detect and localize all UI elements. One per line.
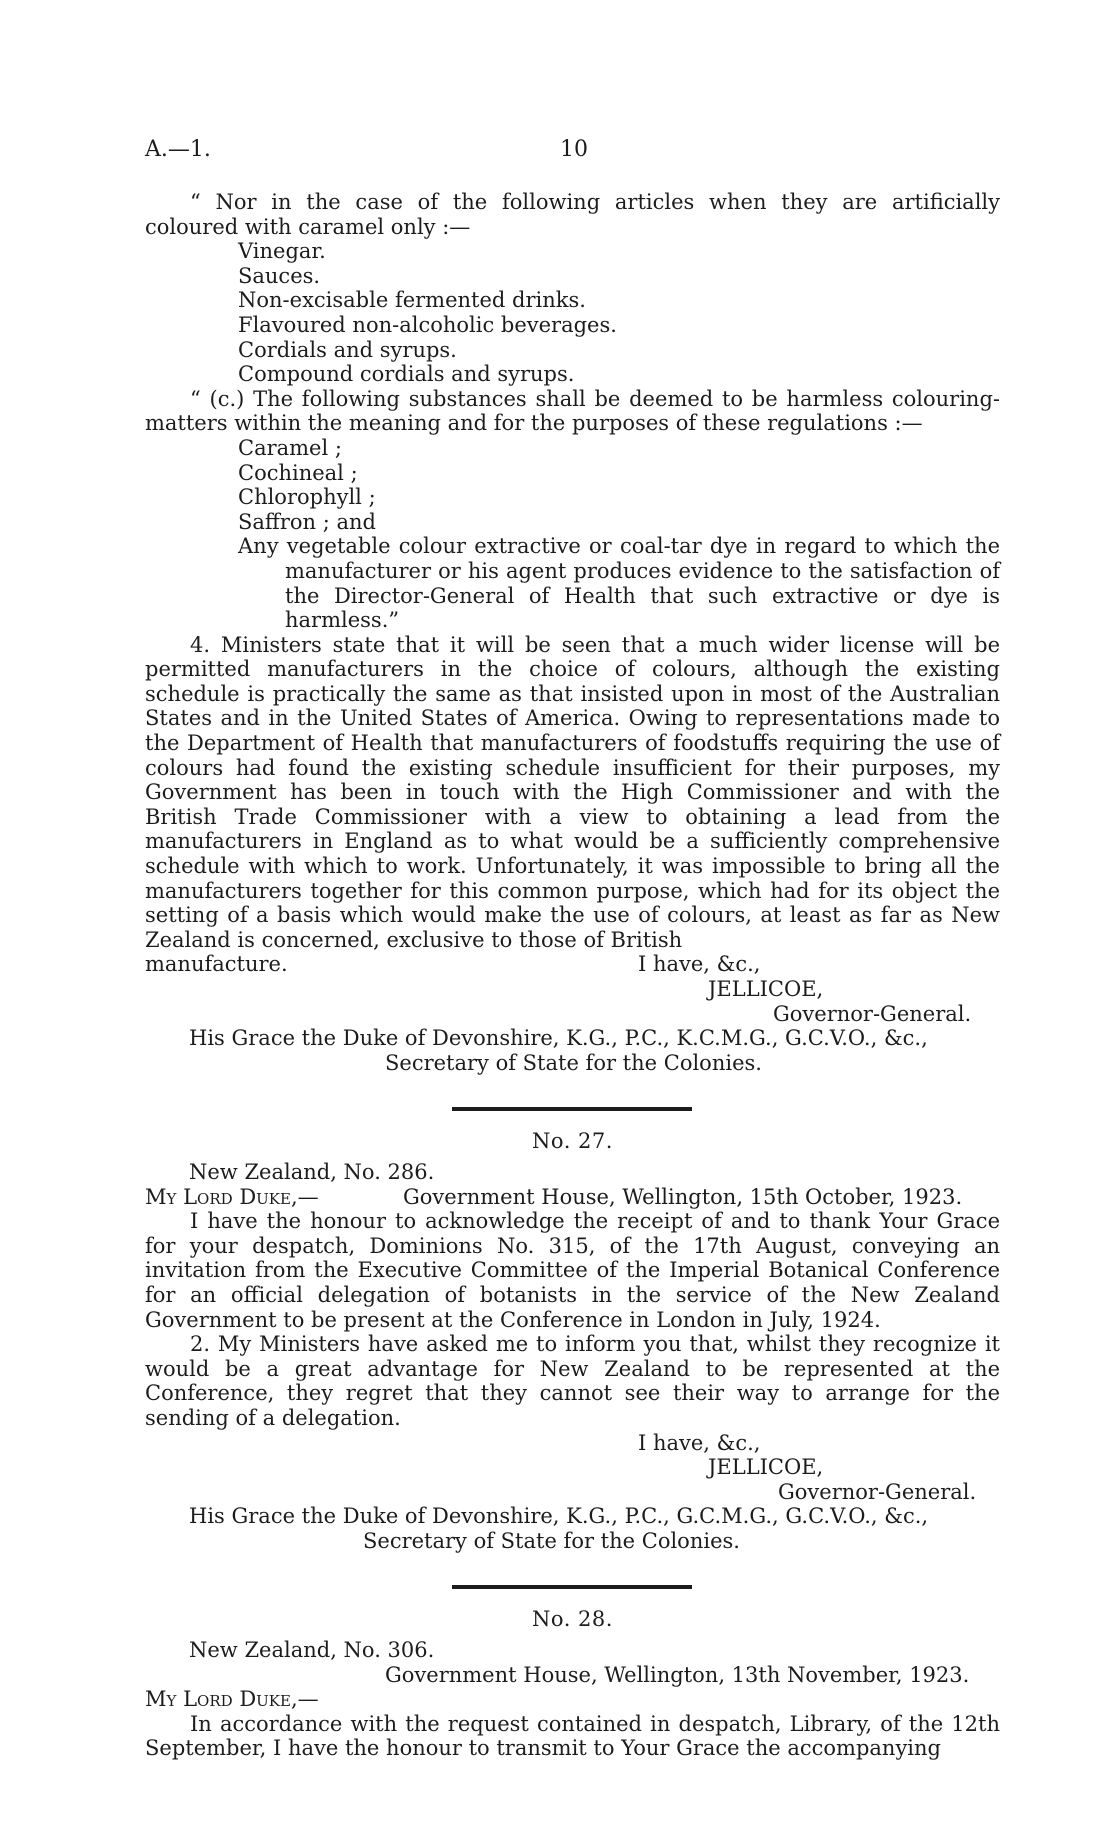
list-item: Compound cordials and syrups. (238, 362, 575, 387)
list-item: Sauces. (238, 263, 321, 288)
substances-list (145, 436, 1000, 633)
signature: JELLICOE, (708, 1455, 824, 1480)
page-number: 10 (560, 137, 588, 162)
salutation-row (145, 1185, 1000, 1210)
place-date: Government House, Wellington, 15th October, 1923. (403, 1184, 963, 1209)
section-divider (452, 1585, 692, 1589)
paragraph-4-end: manufacture. (145, 952, 288, 977)
address-line-2: Secretary of State for the Colonies. (363, 1528, 740, 1553)
signature-title: Governor-General. (773, 1001, 972, 1026)
address-line-1: His Grace the Duke of Devonshire, K.G., P.C., K.C.M.G., G.C.V.O., &c., (189, 1026, 928, 1051)
signature: JELLICOE, (708, 977, 824, 1001)
closing-row (145, 952, 1000, 977)
closing-line: I have, &c., (638, 952, 761, 977)
paragraph-2: 2. My Ministers have asked me to inform you that, whilst they recognize it would be a great advantage for New Zealand to be represented at the Conference, they regret that they cannot see their way to arrange for the sending of a delegation. (145, 1332, 1000, 1430)
list-item: Caramel ; (238, 435, 342, 460)
address-line-2: Secretary of State for the Colonies. (385, 1050, 762, 1075)
despatch-number: No. 27. (532, 1129, 613, 1154)
paragraph-1: I have the honour to acknowledge the receipt of and to thank Your Grace for your despatch, Dominions No. 315, of the 17th August, conveying an invitation from the Executive Committee of the Imperial Botanical Conference for an official delegation of botanists in the service of the New Zealand Government to be present at the Conference in London in July, 1924. (145, 1209, 1000, 1332)
list-item: Saffron ; and (238, 509, 376, 534)
list-item: Cochineal ; (238, 460, 358, 485)
list-item: Cordials and syrups. (238, 337, 457, 362)
list-item: Vinegar. (238, 239, 326, 264)
list-item: Flavoured non-alcoholic beverages. (238, 312, 617, 337)
paragraph-1: In accordance with the request contained in despatch, Library, of the 12th September, I have the honour to transmit to Your Grace the accompanying (145, 1711, 1000, 1761)
despatch-reference: New Zealand, No. 306. (189, 1638, 435, 1663)
main-text (145, 190, 1000, 1761)
signature-title: Governor-General. (778, 1479, 977, 1504)
salutation: My Lord Duke,— (145, 1184, 319, 1209)
despatch-number: No. 28. (532, 1607, 613, 1632)
document-reference: A.—1. (145, 137, 211, 162)
list-item: Chlorophyll ; (238, 485, 376, 510)
section-divider (452, 1107, 692, 1111)
despatch-reference: New Zealand, No. 286. (189, 1159, 435, 1184)
articles-list (145, 239, 1000, 387)
clause-c-paragraph: “ (c.) The following substances shall be deemed to be harmless colouring-matters within the meaning and for the purposes of these regulations :— (145, 386, 1000, 436)
closing-line: I have, &c., (638, 1430, 761, 1455)
salutation: My Lord Duke,— (145, 1687, 319, 1712)
list-item: Any vegetable colour extractive or coal-tar dye in regard to which the manufacturer or his agent produces evidence to the satisfaction of the Director-General of Health that such extractive or dye is harmless.” (238, 534, 1000, 633)
opening-paragraph: “ Nor in the case of the following articles when they are artificially coloured with caramel only :— (145, 190, 1000, 239)
paragraph-4: 4. Ministers state that it will be seen that a much wider license will be permitted manufacturers in the choice of colours, although the existing schedule is practically the same as that insisted upon in most of the Australian States and in the United States of America. Owing to representations made to the Department of Health that manufacturers of foodstuffs requiring the use of colours had found the existing schedule insufficient for their purposes, my Government has been in touch with the High Commissioner and with the British Trade Commissioner with a view to obtaining a lead from the manufacturers in England as to what would be a sufficiently comprehensive schedule with which to work. Unfortunately, it was impossible to bring all the manufacturers together for this common purpose, which had for its object the setting of a basis which would make the use of colours, at least as far as New Zealand is concerned, exclusive to those of British (145, 632, 1000, 952)
place-date: Government House, Wellington, 13th November, 1923. (385, 1662, 970, 1687)
list-item: Non-excisable fermented drinks. (238, 288, 586, 313)
address-line-1: His Grace the Duke of Devonshire, K.G., P.C., G.C.M.G., G.C.V.O., &c., (189, 1504, 929, 1529)
